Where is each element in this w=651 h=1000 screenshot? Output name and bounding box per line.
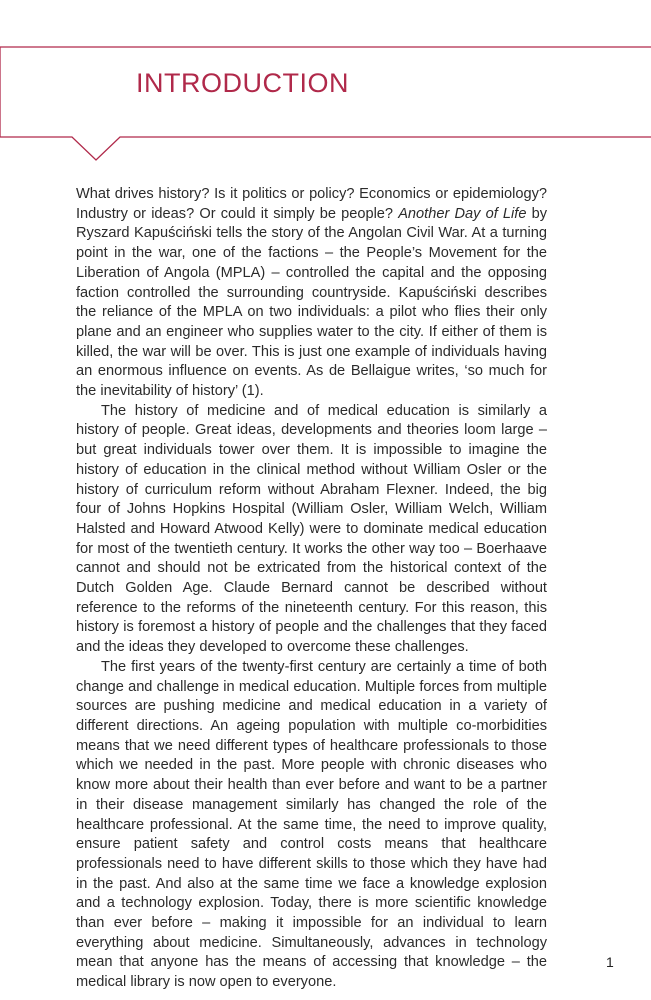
paragraph-1-text-a: What drives history? Is it politics or policy? Economics or epidemiology? Industry or ideas? Or could it simply be people?: [76, 186, 547, 222]
paragraph-2: [76, 402, 547, 658]
paragraph-2-text: The history of medicine and of medical education is similarly a history of people. Great ideas, developments and theories loom large – but great individuals tower over them. It is impossible to imagine the history of education in the clinical method without William Osler or the history of curriculum reform without Abraham Flexner. Indeed, the big four of Johns Hopkins Hospital (William Osler, William Welch, William Halsted and Howard Atwood Kelly) were to dominate medical education for most of the twentieth century. It works the other way too – Boerhaave cannot and should not be extricated from the historical context of the Dutch Golden Age. Claude Bernard cannot be described without reference to the reforms of the nineteenth century. For this reason, this history is foremost a history of people and the challenges that they faced and the ideas they developed to overcome these challenges.: [76, 402, 547, 656]
paragraph-3: [76, 658, 547, 993]
book-title: Another Day of Life: [398, 205, 527, 222]
chapter-title: INTRODUCTION: [136, 68, 349, 98]
paragraph-3-text: The first years of the twenty-first century are certainly a time of both change and challenge in medical education. Multiple forces from multiple sources are pushing medicine and medical education in a variety of different directions. An ageing population with multiple co-morbidities means that we need different types of healthcare professionals to those which we needed in the past. More people with chronic diseases who know more about their health than ever before and want to be a partner in their disease management similarly has changed the role of the healthcare professional. At the same time, the need to improve quality, ensure patient safety and control costs means that healthcare professionals need to have different skills to those which they have had in the past. And also at the same time we face a knowledge explosion and a technology explosion. Today, there is more scientific knowledge than ever before – making it impossible for an individual to learn everything about medicine. Simultaneously, advances in technology mean that anyone has the means of accessing that knowledge – the medical library is now open to everyone.: [76, 658, 547, 991]
paragraph-1-text-b: by Ryszard Kapuściński tells the story of the Angolan Civil War. At a turning point in the war, one of the factions – the People’s Movement for the Liberation of Angola (MPLA) – controlled the capital and the opposing faction controlled the surrounding countryside. Kapuściński describes the reliance of the MPLA on two individuals: a pilot who flies their only plane and an engineer who supplies water to the city. If either of them is killed, the war will be over. This is just one example of individuals having an enormous influence on events. As de Bellaigue writes, ‘so much for the inevitability of history’ (1).: [76, 205, 548, 400]
paragraph-1: [76, 185, 547, 402]
body-text: [76, 185, 547, 993]
page-number: 1: [606, 954, 614, 970]
